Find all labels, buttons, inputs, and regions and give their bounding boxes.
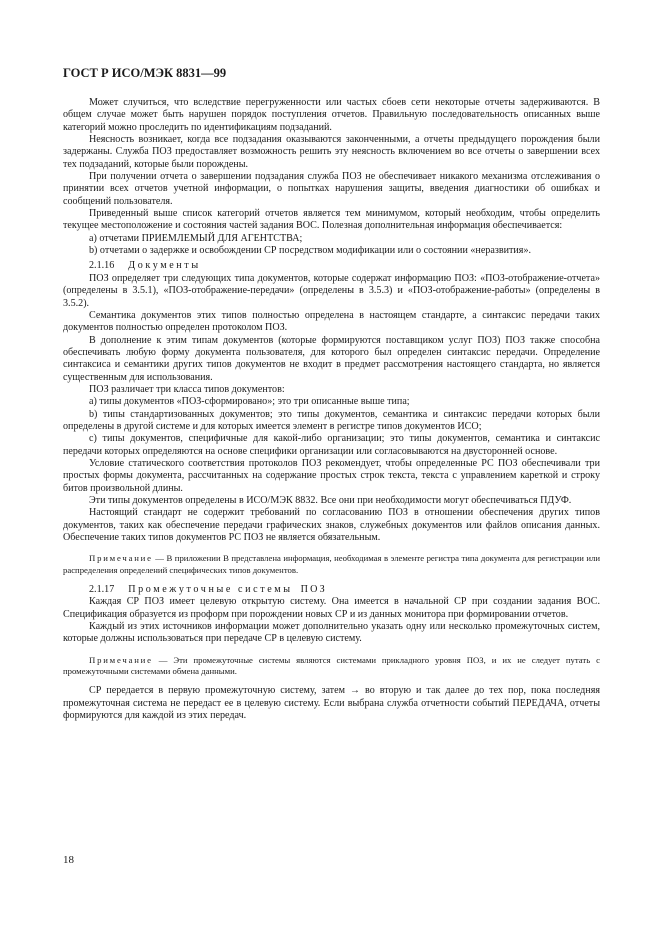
paragraph: В дополнение к этим типам документов (которые формируются поставщиком услуг ПОЗ) ПОЗ также способна обеспечивать любую форму документа пользователя, для которого был определен синтаксис передачи. Определение синтаксиса и семантики других типов документов не входит в предмет рассмотрения настоящего стандарта, но является существенным для использования. [63,334,600,383]
page-body [63,97,600,722]
paragraph: Неясность возникает, когда все подзадания оказываются законченными, а отчеты предыдущего порождения были задержаны. Служба ПОЗ предоставляет возможность решить эту неясность включением во все отчеты о завершении всех тех подзаданий, которые были порождены. [63,134,600,170]
paragraph: Настоящий стандарт не содержит требований по согласованию ПОЗ в отношении обеспечения других типов документов, таких как обеспечение передачи графических знаков, служебных документов или файлов описания данных. Обеспечение таких типов документов РС ПОЗ не является обязательным. [63,507,600,544]
note-label: Примечание [89,654,153,665]
paragraph: Приведенный выше список категорий отчетов является тем минимумом, который необходим, чтобы определить текущее местоположение и состояния частей задания ВОС. Полезная дополнительная информация обеспечивается: [63,208,600,232]
paragraph: При получении отчета о завершении подзадания служба ПОЗ не обеспечивает никакого механизма отслеживания о принятии всех отчетов учетной информации, о попытках нарушения защиты, введения диагностики об ошибках и сообщений пользователя. [63,171,600,207]
paragraph: Условие статического соответствия протоколов ПОЗ рекомендует, чтобы определенные РС ПОЗ обеспечивали три простых формы документа, рассчитанных на содержание простых строк текста, текста с управлением кареткой и строку битов произвольной длины. [63,457,600,494]
paragraph: ПОЗ определяет три следующих типа документов, которые содержат информацию ПОЗ: «ПОЗ-отображение-отчета» (определены в 3.5.1), «ПОЗ-отображение-передачи» (определены в 3.5.3) и «ПОЗ-отображение-работы» (определены в 3.5.2). [63,272,600,309]
note-text: — В приложении В представлена информация, необходимая в элементе регистра типа документа для регистрации или распределения определений специфических типов документов. [63,553,600,575]
list-item: а) отчетами ПРИЕМЛЕМЫЙ ДЛЯ АГЕНТСТВА; [89,232,303,244]
section-number: 2.1.16 [89,260,115,272]
running-header: ГОСТ Р ИСО/МЭК 8831—99 [63,66,227,80]
note-text: — Эти промежуточные системы являются системами прикладного уровня ПОЗ, и их не следует путать с промежуточными системами обмена данными. [63,654,600,676]
section-title-suffix: ПОЗ [300,583,327,595]
note [63,655,600,678]
note [63,553,600,576]
paragraph: Эти типы документов определены в ИСО/МЭК 8832. Все они при необходимости могут обеспечиваться ПДУФ. [89,495,572,506]
section-title: Промежуточные системы [128,583,293,595]
section-number: 2.1.17 [89,583,115,595]
paragraph: Семантика документов этих типов полностью определена в настоящем стандарте, а синтаксис передачи таких документов полностью определен протоколом ПОЗ. [63,309,600,334]
list-item: с) типы документов, специфичные для какой-либо организации; это типы документов, семантика и синтаксис передачи которых определяются на основе специфики организации или согласовываются на двусторонней основе. [63,433,600,457]
paragraph: СР передается в первую промежуточную систему, затем → во вторую и так далее до тех пор, пока последняя промежуточная система не передаст ее в целевую систему. Если выбрана служба отчетности событий ПЕРЕДАЧА, отчеты формируются для каждой из этих передач. [63,685,600,721]
paragraph: ПОЗ различает три класса типов документов: [89,383,285,395]
section-title: Документы [128,260,201,272]
page-number: 18 [63,854,74,866]
section-heading-documents [63,260,600,272]
note-label: Примечание [89,553,153,564]
paragraph: Каждый из этих источников информации может дополнительно указать одну или несколько промежуточных систем, которые должны использоваться при передаче СР в целевую систему. [63,621,600,645]
paragraph: Может случиться, что вследствие перегруженности или частых сбоев сети некоторые отчеты задерживаются. В общем случае может быть нарушен порядок поступления отчетов. Правильную последовательность описанных выше категорий можно проследить по идентификациям подзаданий. [63,97,600,133]
section-heading-intermediate-systems [63,584,600,596]
list-item: а) типы документов «ПОЗ-сформировано»; это три описанные выше типа; [89,396,410,408]
list-item: b) типы стандартизованных документов; это типы документов, семантика и синтаксис передачи которых были определены в другой системе и для которых имеется элемент в регистре типов документов ИСО; [63,408,600,432]
list-item: b) отчетами о задержке и освобождении СР посредством модификации или о состоянии «неразвития». [89,245,532,257]
paragraph: Каждая СР ПОЗ имеет целевую открытую систему. Она имеется в начальной СР при создании задания ВОС. Спецификация образуется из проформ при порождении новых СР и из данных монитора при формировании отчетов. [63,596,600,620]
